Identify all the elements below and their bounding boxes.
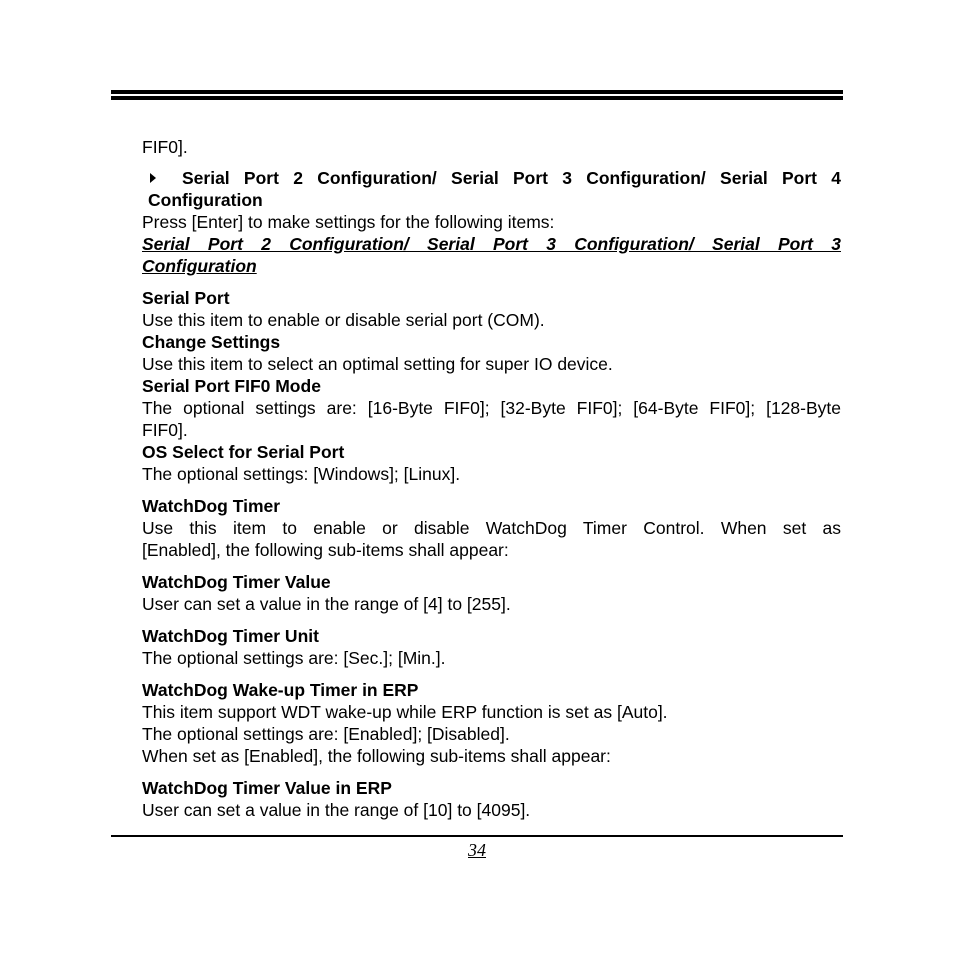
watchdog-unit-title: WatchDog Timer Unit [142, 626, 319, 646]
serial-config-heading [142, 167, 841, 189]
change-settings-title: Change Settings [142, 332, 281, 352]
page-content [142, 136, 841, 821]
watchdog-value-erp-desc: User can set a value in the range of [10] to [4095]. [142, 800, 531, 820]
serial-port-desc: Use this item to enable or disable serial port (COM). [142, 310, 545, 330]
watchdog-erp-desc-line1: This item support WDT wake-up while ERP function is set as [Auto]. [142, 702, 668, 722]
serial-config-subheading-line1: Serial Port 2 Configuration/ Serial Port 3 Configuration/ Serial Port 3 [142, 234, 841, 254]
watchdog-value-title: WatchDog Timer Value [142, 572, 331, 592]
watchdog-timer-title: WatchDog Timer [142, 496, 281, 516]
watchdog-unit-desc: The optional settings are: [Sec.]; [Min.]. [142, 648, 446, 668]
page-number [0, 840, 954, 861]
footer-rule [111, 835, 843, 837]
watchdog-erp-desc-line3: When set as [Enabled], the following sub-items shall appear: [142, 746, 611, 766]
serial-config-instruction: Press [Enter] to make settings for the following items: [142, 212, 555, 232]
header-rule-bottom [111, 96, 843, 100]
serial-config-subheading-line2: Configuration [142, 256, 257, 276]
watchdog-timer-desc-line2: [Enabled], the following sub-items shall appear: [142, 540, 509, 560]
os-select-title: OS Select for Serial Port [142, 442, 345, 462]
fifo-mode-desc-line2: FIF0]. [142, 420, 188, 440]
watchdog-value-desc: User can set a value in the range of [4] to [255]. [142, 594, 511, 614]
watchdog-erp-title: WatchDog Wake-up Timer in ERP [142, 680, 419, 700]
watchdog-erp-desc-line2: The optional settings are: [Enabled]; [Disabled]. [142, 724, 510, 744]
triangle-bullet-icon [150, 173, 156, 183]
header-rule-top [111, 90, 843, 94]
serial-port-title: Serial Port [142, 288, 230, 308]
serial-config-heading-line1: Serial Port 2 Configuration/ Serial Port 3 Configuration/ Serial Port 4 [182, 168, 841, 188]
fifo-mode-desc-line1: The optional settings are: [16-Byte FIF0]; [32-Byte FIF0]; [64-Byte FIF0]; [128-Byte [142, 398, 841, 418]
change-settings-desc: Use this item to select an optimal setting for super IO device. [142, 354, 613, 374]
watchdog-timer-desc-line1: Use this item to enable or disable WatchDog Timer Control. When set as [142, 518, 841, 538]
page-number-text: 34 [468, 840, 486, 860]
fifo-mode-title: Serial Port FIF0 Mode [142, 376, 321, 396]
intro-text: FIF0]. [142, 137, 188, 157]
os-select-desc: The optional settings: [Windows]; [Linux]. [142, 464, 461, 484]
watchdog-value-erp-title: WatchDog Timer Value in ERP [142, 778, 392, 798]
serial-config-heading-line2: Configuration [148, 190, 263, 210]
